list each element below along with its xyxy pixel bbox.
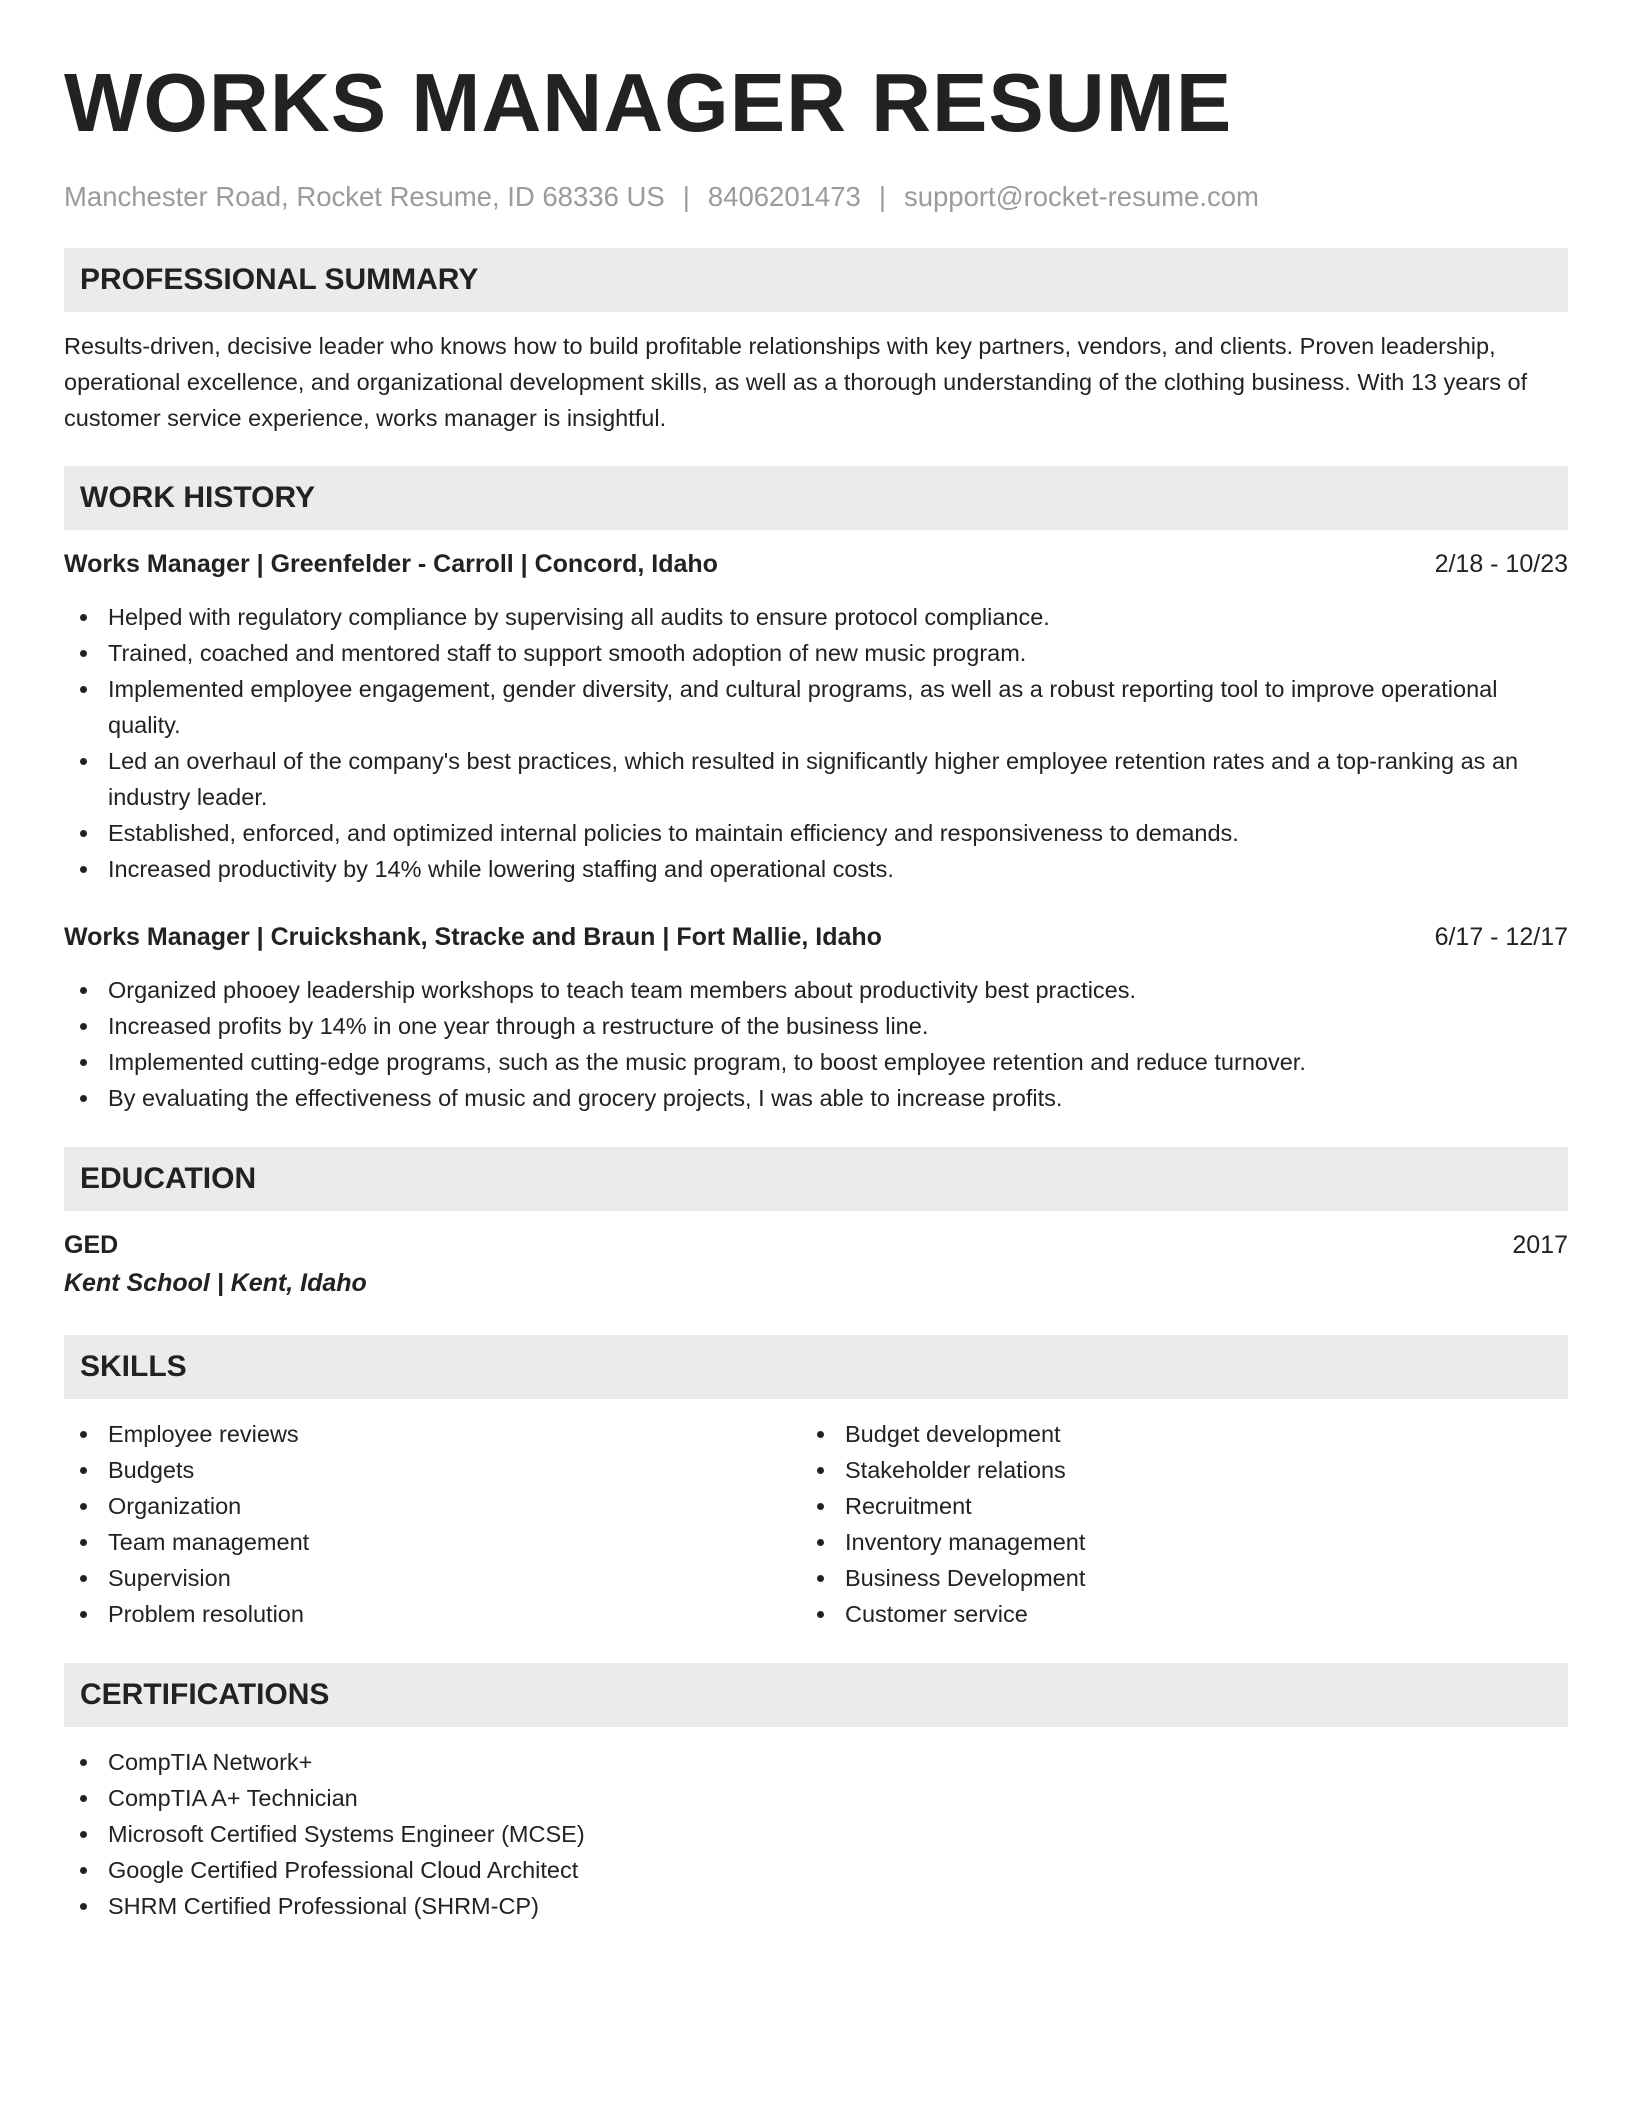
job-bullet: Established, enforced, and optimized internal policies to maintain efficiency and responsiveness to demands. [64, 815, 1568, 851]
job-bullet: Led an overhaul of the company's best practices, which resulted in significantly higher employee retention rates and a top-ranking as an industry leader. [64, 743, 1568, 815]
job-header [64, 546, 1568, 582]
job-dates: 2/18 - 10/23 [1434, 550, 1568, 578]
summary-text: Results-driven, decisive leader who knows how to build profitable relationships with key partners, vendors, and clients. Proven leadership, operational excellence, and organizational development skills, as well as a thorough understanding of the clothing business. With 13 years of customer service experience, works manager is insightful. [64, 333, 1528, 431]
job-header [64, 919, 1568, 955]
resume-title: WORKS MANAGER RESUME [64, 56, 1233, 149]
certification-item: CompTIA A+ Technician [64, 1780, 1568, 1816]
job-entry [64, 546, 1568, 887]
certification-item: CompTIA Network+ [64, 1744, 1568, 1780]
job-bullets [64, 599, 1568, 887]
education-header [64, 1227, 1568, 1263]
job-bullet: Helped with regulatory compliance by supervising all audits to ensure protocol compliance. [64, 599, 1568, 635]
skills-column-left [64, 1416, 801, 1632]
job-bullet: Trained, coached and mentored staff to support smooth adoption of new music program. [64, 635, 1568, 671]
certification-item: SHRM Certified Professional (SHRM-CP) [64, 1888, 1568, 1924]
skill-item: Recruitment [801, 1488, 1538, 1524]
section-heading-skills: SKILLS [64, 1335, 1568, 1399]
skill-item: Stakeholder relations [801, 1452, 1538, 1488]
section-heading-work-history: WORK HISTORY [64, 466, 1568, 530]
skill-item: Supervision [64, 1560, 801, 1596]
contact-separator: | [682, 181, 690, 212]
skill-item: Team management [64, 1524, 801, 1560]
job-dates: 6/17 - 12/17 [1434, 923, 1568, 951]
education-year: 2017 [1512, 1231, 1568, 1259]
section-heading-certifications: CERTIFICATIONS [64, 1663, 1568, 1727]
education-degree: GED [64, 1231, 119, 1259]
skill-item: Inventory management [801, 1524, 1538, 1560]
job-bullets [64, 972, 1568, 1116]
job-bullet: Increased profits by 14% in one year through a restructure of the business line. [64, 1008, 1568, 1044]
job-bullet: Organized phooey leadership workshops to teach team members about productivity best practices. [64, 972, 1568, 1008]
contact-address: Manchester Road, Rocket Resume, ID 68336 US [64, 181, 665, 212]
certification-item: Google Certified Professional Cloud Architect [64, 1852, 1568, 1888]
contact-email: support@rocket-resume.com [903, 181, 1259, 212]
certifications-list [64, 1744, 1568, 1924]
section-heading-education: EDUCATION [64, 1147, 1568, 1211]
skill-item: Budgets [64, 1452, 801, 1488]
skill-item: Employee reviews [64, 1416, 801, 1452]
job-title: Works Manager | Greenfelder - Carroll | Concord, Idaho [64, 550, 718, 578]
job-bullet: Implemented employee engagement, gender diversity, and cultural programs, as well as a robust reporting tool to improve operational quality. [64, 671, 1568, 743]
skills-grid [64, 1416, 1568, 1632]
job-entry [64, 919, 1568, 1116]
contact-separator: | [878, 181, 886, 212]
job-bullet: Increased productivity by 14% while lowering staffing and operational costs. [64, 851, 1568, 887]
education-entry [64, 1227, 1568, 1301]
job-bullet: Implemented cutting-edge programs, such as the music program, to boost employee retention and reduce turnover. [64, 1044, 1568, 1080]
skill-item: Organization [64, 1488, 801, 1524]
job-bullet: By evaluating the effectiveness of music and grocery projects, I was able to increase profits. [64, 1080, 1568, 1116]
section-heading-summary: PROFESSIONAL SUMMARY [64, 248, 1568, 312]
job-title: Works Manager | Cruickshank, Stracke and Braun | Fort Mallie, Idaho [64, 923, 882, 951]
education-school: Kent School | Kent, Idaho [64, 1269, 367, 1297]
skill-item: Budget development [801, 1416, 1538, 1452]
contact-phone: 8406201473 [707, 181, 861, 212]
skills-column-right [801, 1416, 1538, 1632]
skill-item: Customer service [801, 1596, 1538, 1632]
skill-item: Business Development [801, 1560, 1538, 1596]
certification-item: Microsoft Certified Systems Engineer (MCSE) [64, 1816, 1568, 1852]
contact-line [64, 180, 1568, 214]
skill-item: Problem resolution [64, 1596, 801, 1632]
